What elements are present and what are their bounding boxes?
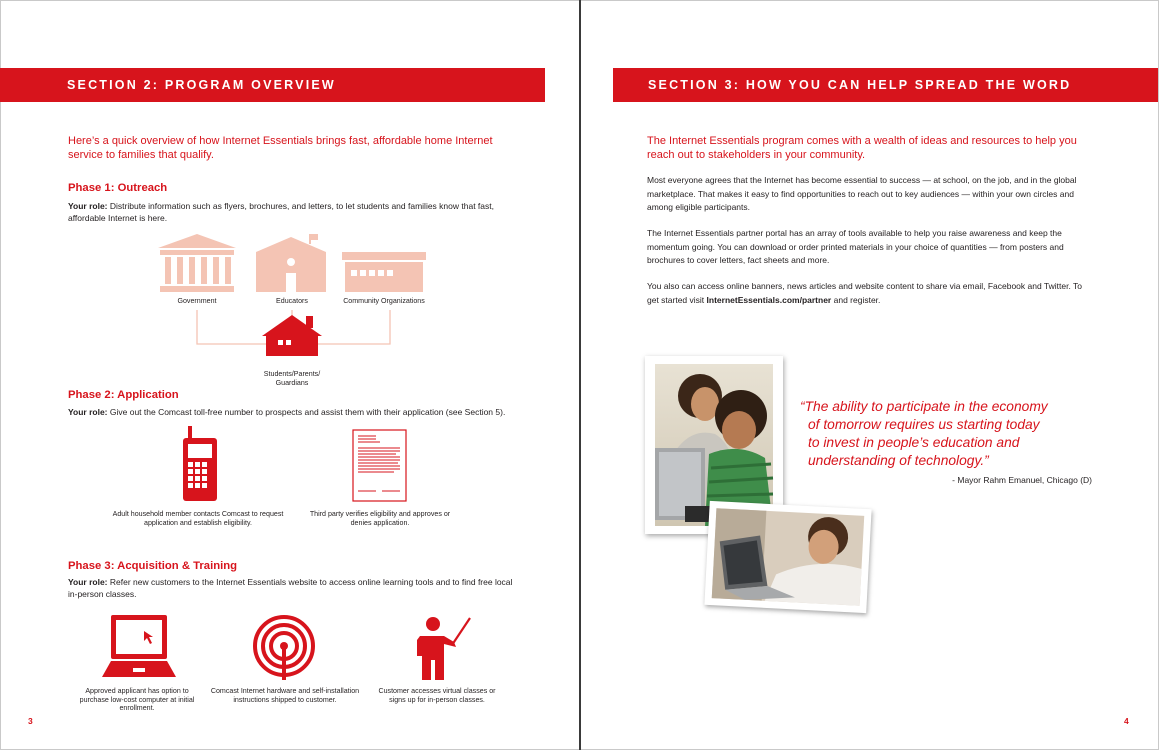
signal-icon	[252, 614, 316, 680]
school-building-icon	[256, 234, 326, 292]
paragraph-1: Most everyone agrees that the Internet has become essential to success — at school, on the job, and in the global marketplace. That makes it easy to find opportunities to reach out to key audiences — within your own circles and among eligible participants.	[647, 175, 1077, 212]
label-students: Students/Parents/ Guardians	[263, 370, 321, 387]
quote-line-4: understanding of technology.”	[808, 453, 989, 468]
phase3-role: Your role: Refer new customers to the Internet Essentials website to access online learning tools and to find free local in-person classes.	[68, 577, 513, 599]
section3-banner: SECTION 3: HOW YOU CAN HELP SPREAD THE WORD	[613, 68, 1158, 102]
label-community: Community Organizations	[343, 297, 425, 305]
quote-line-3: to invest in people’s education and	[808, 435, 1020, 450]
cell-phone-icon	[180, 426, 220, 502]
caption-teacher: Customer accesses virtual classes or signs up for in-person classes.	[378, 687, 496, 704]
partner-link[interactable]: InternetEssentials.com/partner	[706, 294, 832, 305]
community-building-icon	[342, 252, 426, 292]
section2-intro: Here’s a quick overview of how Internet Essentials brings fast, affordable home Internet service to families that qualify.	[68, 135, 493, 161]
document-icon	[352, 429, 408, 503]
caption-phone: Adult household member contacts Comcast to request application and establish eligibility.	[112, 510, 284, 527]
caption-laptop: Approved applicant has option to purchase low-cost computer at initial enrollment.	[79, 687, 195, 713]
quote-line-1: “The ability to participate in the economy	[800, 399, 1048, 414]
page-number-right: 4	[1124, 716, 1129, 726]
photo-child-laptop-image	[704, 501, 871, 613]
house-icon	[262, 315, 322, 356]
teacher-icon	[414, 614, 474, 680]
paragraph-2: The Internet Essentials partner portal has an array of tools available to help you raise awareness and keep the momentum going. You can download or order printed materials in your choice of quantities — from posters and brochures to cover letters, fact sheets and more.	[647, 228, 1064, 265]
pull-quote	[800, 398, 1100, 470]
section2-banner: SECTION 2: PROGRAM OVERVIEW	[0, 68, 545, 102]
phase3-title: Phase 3: Acquisition & Training	[68, 560, 238, 572]
paragraph-3: You also can access online banners, news articles and website content to share via email, Facebook and Twitter. To get started visit InternetEssentials.com/partner and register.	[647, 281, 1083, 305]
phase1-role: Your role: Distribute information such as flyers, brochures, and letters, to let students and families know that fast, affordable Internet is here.	[68, 201, 494, 223]
phase1-title: Phase 1: Outreach	[68, 182, 168, 194]
page-spine	[579, 0, 581, 750]
caption-signal: Comcast Internet hardware and self-installation instructions shipped to customer.	[210, 687, 360, 704]
government-building-icon	[158, 234, 236, 292]
caption-document: Third party verifies eligibility and approves or denies application.	[309, 510, 451, 527]
section3-intro: The Internet Essentials program comes with a wealth of ideas and resources to help you reach out to stakeholders in your community.	[647, 135, 1077, 161]
outreach-diagram	[150, 230, 440, 360]
label-educators: Educators	[276, 297, 308, 305]
quote-line-2: of tomorrow requires us starting today	[808, 417, 1040, 432]
label-government: Government	[177, 297, 217, 305]
laptop-icon	[100, 613, 178, 679]
photo-child-laptop	[704, 501, 871, 613]
phase2-title: Phase 2: Application	[68, 389, 179, 401]
quote-attribution: - Mayor Rahm Emanuel, Chicago (D)	[952, 475, 1092, 485]
page-number-left: 3	[28, 716, 33, 726]
phase2-role: Your role: Give out the Comcast toll-free number to prospects and assist them with their application (see Section 5).	[68, 407, 506, 417]
